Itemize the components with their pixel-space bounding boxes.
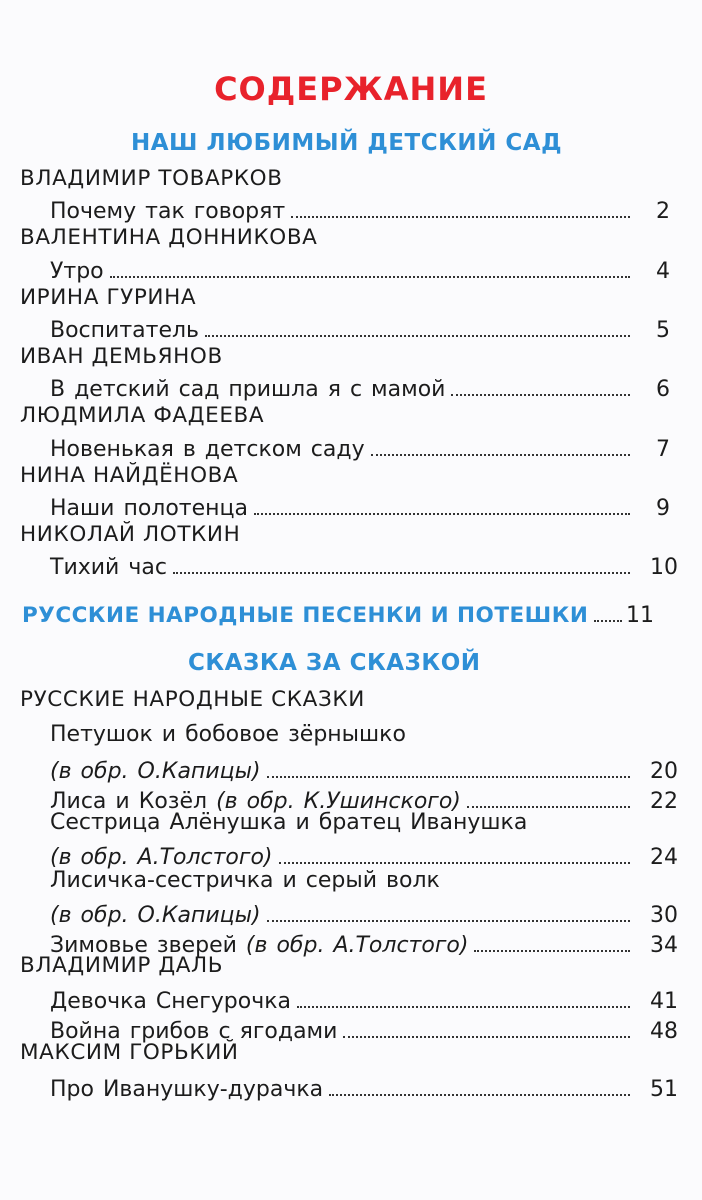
toc-entry[interactable] [50,192,670,224]
dot-leader [110,276,630,278]
page-number: 7 [656,437,670,462]
toc-section-entry[interactable] [22,596,654,628]
toc-entry[interactable] [50,252,670,284]
entry-title: Сестрица Алёнушка и братец Иванушка [50,810,528,835]
page-number: 6 [656,377,670,402]
toc-entry[interactable] [50,982,678,1014]
entry-title: Новенькая в детском саду [50,437,365,462]
dot-leader [205,335,630,337]
entry-title: Утро [50,259,104,284]
dot-leader [343,1036,630,1038]
entry-note: (в обр. О.Капицы) [50,759,261,784]
page-number: 51 [650,1077,678,1102]
author-name: ВЛАДИМИР ТОВАРКОВ [20,166,283,191]
page-number: 30 [650,903,678,928]
dot-leader [594,620,622,622]
entry-title: Девочка Снегурочка [50,989,291,1014]
toc-entry[interactable] [50,1070,678,1102]
author-name: ИРИНА ГУРИНА [20,285,197,310]
entry-title: Почему так говорят [50,199,286,224]
entry-note: (в обр. К.Ушинского) [216,789,461,814]
dot-leader [267,776,630,778]
section-heading: СКАЗКА ЗА СКАЗКОЙ [188,650,481,676]
toc-entry[interactable] [50,548,678,580]
toc-entry[interactable] [50,311,670,343]
dot-leader [297,1006,630,1008]
toc-entry[interactable] [50,752,678,784]
dot-leader [329,1094,630,1096]
page-number: 41 [650,989,678,1014]
toc-entry[interactable] [50,838,678,870]
entry-title: Воспитатель [50,318,200,343]
entry-note: (в обр. А.Толстого) [50,845,273,870]
author-name: НИНА НАЙДЁНОВА [20,463,239,488]
dot-leader [173,572,630,574]
dot-leader [371,454,630,456]
dot-leader [267,920,630,922]
entry-title: Война грибов с ягодами [50,1019,338,1044]
author-name: НИКОЛАЙ ЛОТКИН [20,522,241,547]
author-name: ЛЮДМИЛА ФАДЕЕВА [20,403,265,428]
entry-note: (в обр. А.Толстого) [245,933,469,958]
entry-title: Тихий час [50,555,167,580]
page-number: 5 [656,318,670,343]
entry-title: Петушок и бобовое зёрнышко [50,722,406,747]
author-name: ВЛАДИМИР ДАЛЬ [20,953,224,978]
entry-title: Лиса и Козёл [50,789,208,814]
author-name: РУССКИЕ НАРОДНЫЕ СКАЗКИ [20,687,365,712]
section-heading: РУССКИЕ НАРОДНЫЕ ПЕСЕНКИ И ПОТЕШКИ [22,603,589,628]
page-number: 48 [650,1019,678,1044]
author-name: ВАЛЕНТИНА ДОННИКОВА [20,225,318,250]
page-title: СОДЕРЖАНИЕ [214,70,488,108]
entry-title: Зимовье зверей [50,933,237,958]
page-number: 11 [626,603,654,628]
dot-leader [291,216,630,218]
entry-title: Лисичка-сестричка и серый волк [50,868,440,893]
page-number: 4 [656,259,670,284]
page-number: 22 [650,789,678,814]
toc-entry[interactable] [50,489,670,521]
toc-entry[interactable] [50,430,670,462]
entry-title: Про Иванушку-дурачка [50,1077,324,1102]
dot-leader [467,806,630,808]
dot-leader [451,394,630,396]
dot-leader [279,862,631,864]
dot-leader [474,950,630,952]
toc-entry[interactable] [50,370,670,402]
author-name: ИВАН ДЕМЬЯНОВ [20,344,223,369]
page-number: 2 [656,199,670,224]
entry-title: Наши полотенца [50,496,249,521]
author-name: МАКСИМ ГОРЬКИЙ [20,1040,239,1065]
entry-title: В детский сад пришла я с мамой [50,377,446,402]
page-number: 10 [650,555,678,580]
page-number: 20 [650,759,678,784]
section-heading: НАШ ЛЮБИМЫЙ ДЕТСКИЙ САД [131,130,563,156]
dot-leader [254,513,630,515]
page-number: 24 [650,845,678,870]
entry-note: (в обр. О.Капицы) [50,903,261,928]
toc-entry[interactable] [50,896,678,928]
page-number: 9 [656,496,670,521]
page-number: 34 [650,933,678,958]
